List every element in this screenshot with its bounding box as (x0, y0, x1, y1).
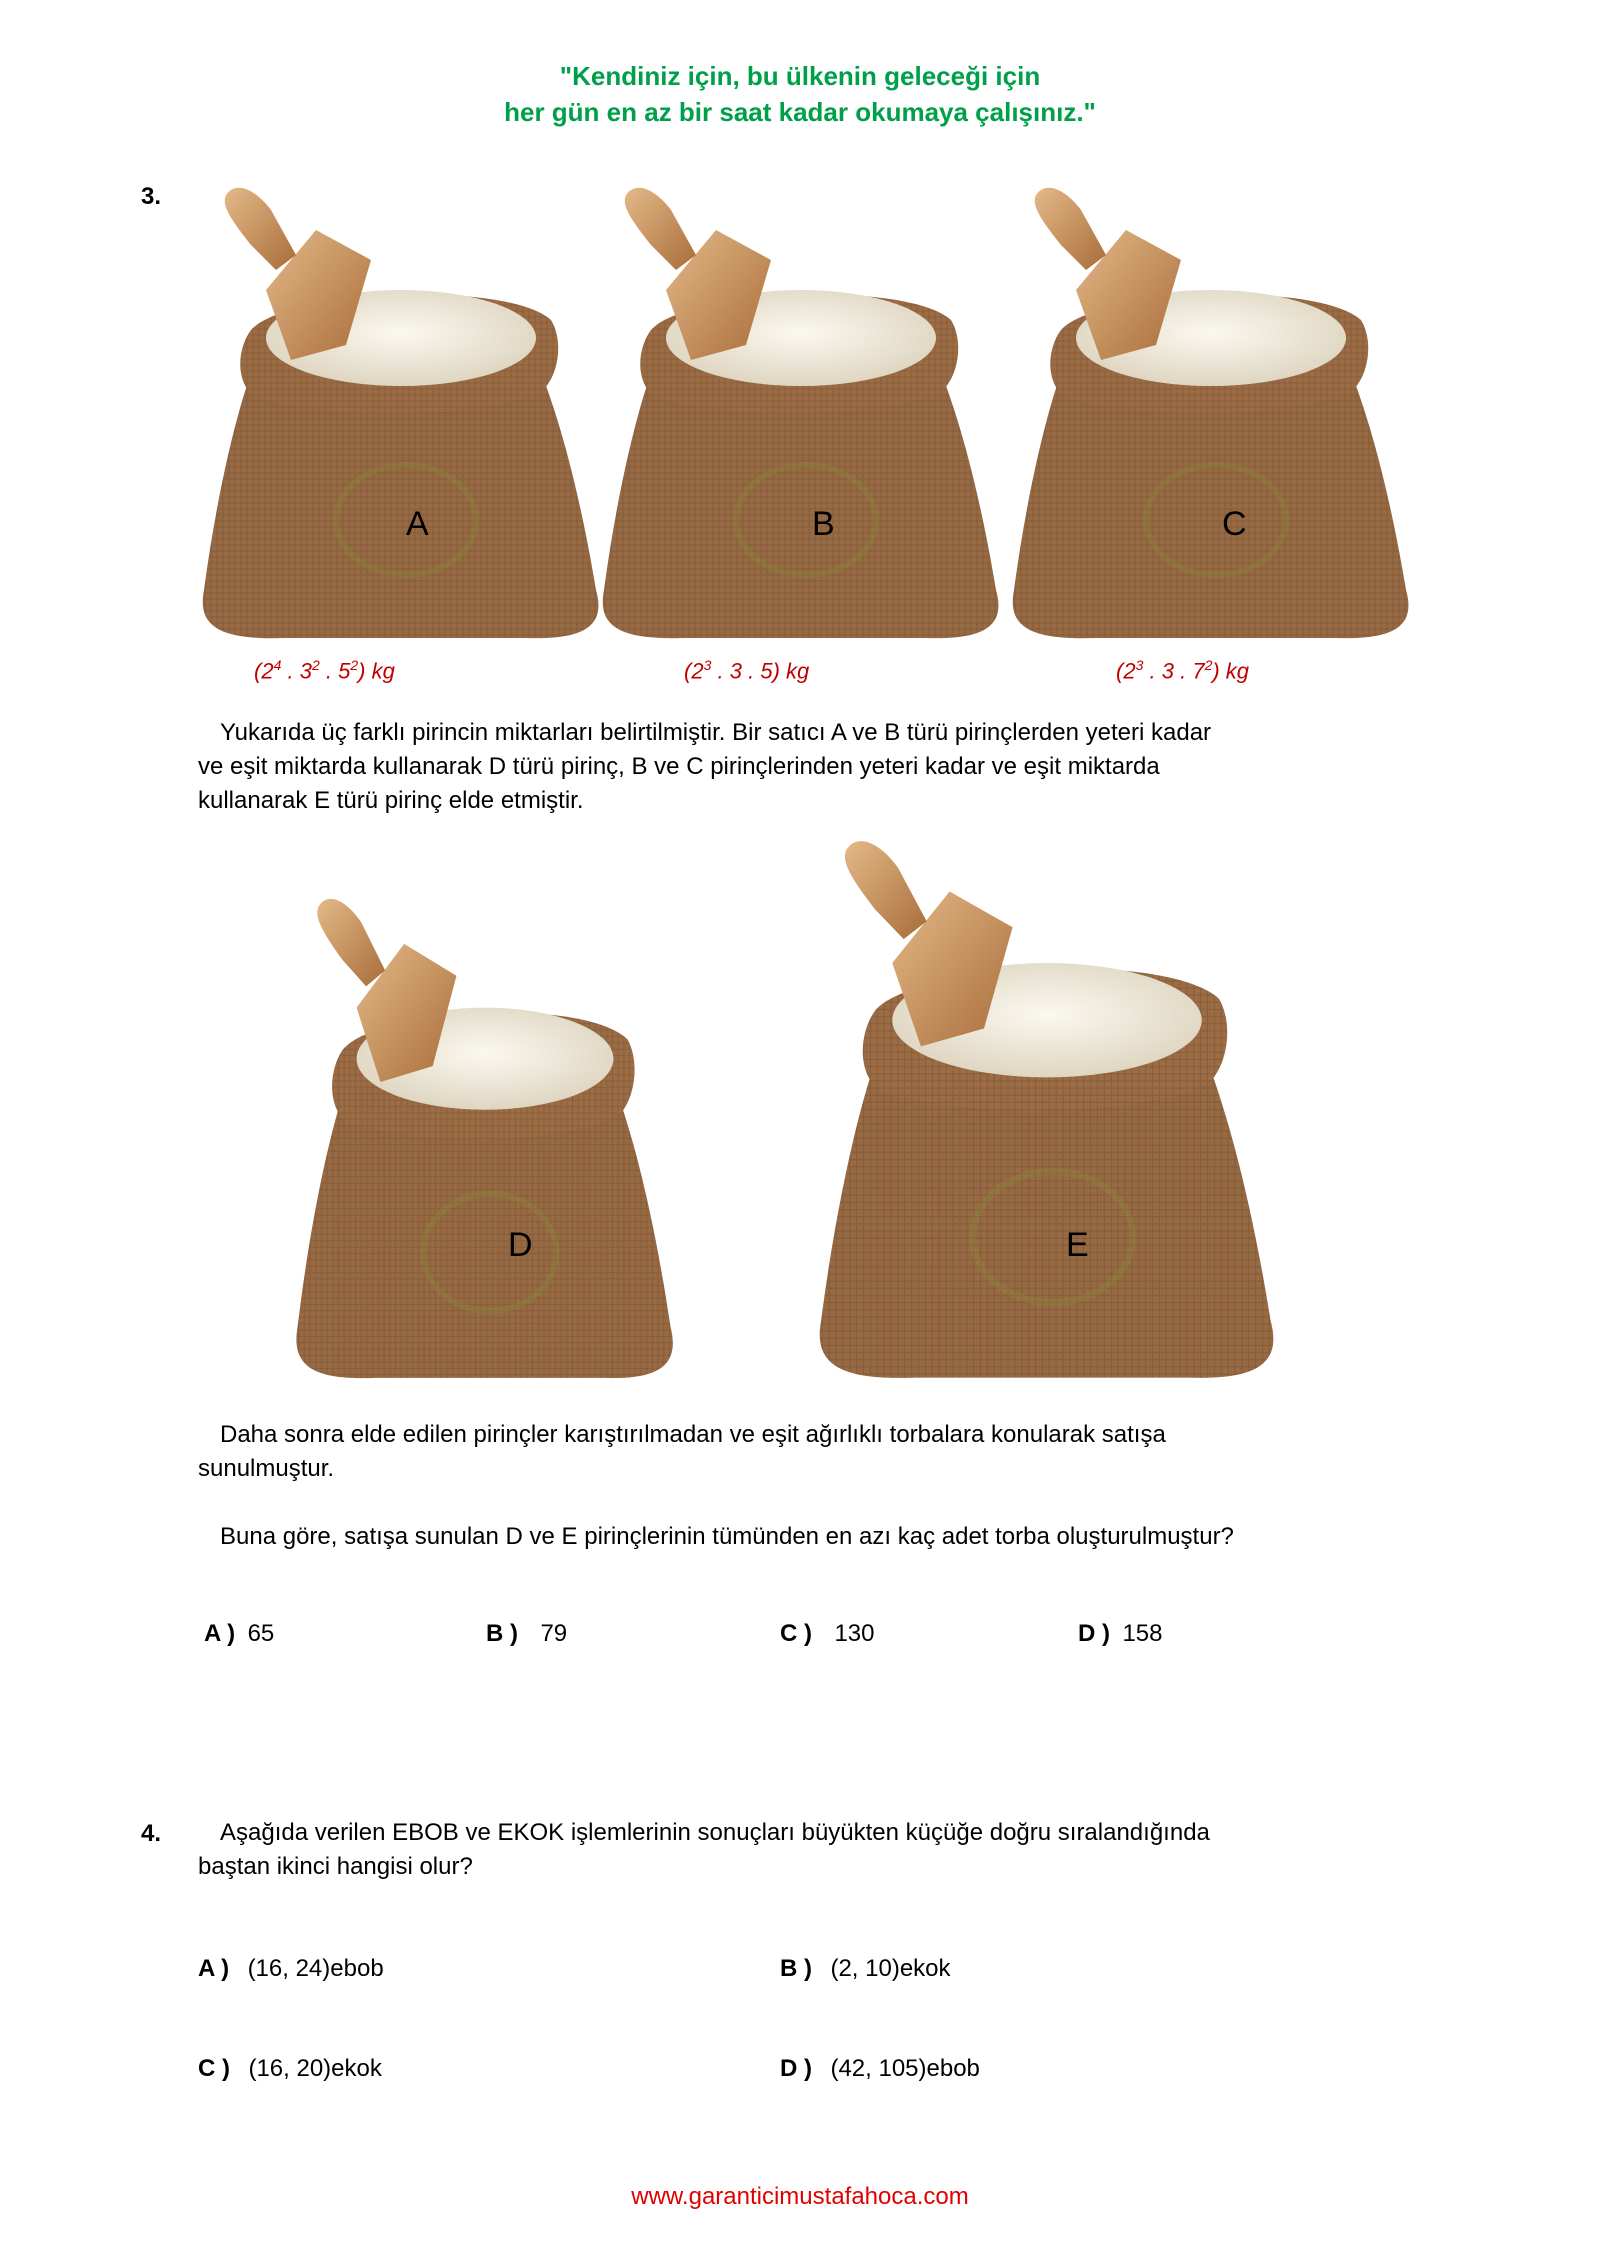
q4-option-b-letter: B ) (780, 1955, 812, 1982)
formula-a-exp3: 2 (350, 657, 359, 673)
formula-a-base2: 3 (299, 658, 312, 684)
formula-c-exp3: 2 (1204, 657, 1213, 673)
q3-paragraph-2-line-1: Daha sonra elde edilen pirinçler karıştırılmadan ve eşit ağırlıklı torbalara konularak satışa (220, 1421, 1166, 1448)
q3-option-b-value: 79 (540, 1620, 568, 1647)
q3-option-d[interactable] (1078, 1620, 1163, 1648)
q3-option-a-value: 65 (247, 1620, 275, 1647)
formula-b-base2: 3 (729, 658, 742, 684)
rice-sack-a (196, 170, 606, 640)
header-line-2: her gün en az bir saat kadar okumaya çalışınız." (504, 97, 1096, 127)
q4-option-c[interactable] (198, 2055, 382, 2083)
q4-option-c-value: (16, 20)ekok (248, 2055, 382, 2082)
q4-option-c-letter: C ) (198, 2055, 230, 2082)
formula-a-base3: 5 (338, 658, 351, 684)
q4-option-b-value: (2, 10)ekok (830, 1955, 951, 1982)
formula-c-base2: 3 (1161, 658, 1174, 684)
q4-text-line-1: Aşağıda verilen EBOB ve EKOK işlemlerinin sonuçları büyükten küçüğe doğru sıralandığında (220, 1819, 1210, 1846)
formula-b-base3: 5 (760, 658, 773, 684)
formula-a-exp1: 4 (273, 657, 282, 673)
q3-option-c[interactable] (780, 1620, 875, 1648)
q3-paragraph-1-line-1: Yukarıda üç farklı pirincin miktarları belirtilmiştir. Bir satıcı A ve B türü pirinçlerden yeteri kadar (220, 719, 1212, 746)
rice-sack-b (596, 170, 1006, 640)
sack-label-b: B (812, 505, 835, 543)
question-3-number: 3. (141, 183, 162, 210)
sack-label-e: E (1066, 1226, 1089, 1264)
q3-paragraph-1-line-3: kullanarak E türü pirinç elde etmiştir. (198, 787, 584, 814)
rice-sack-e (812, 820, 1282, 1380)
sack-label-a: A (406, 505, 429, 543)
q4-option-b[interactable] (780, 1955, 951, 1983)
sack-label-c: C (1222, 505, 1247, 543)
formula-c-base1: 2 (1123, 658, 1136, 684)
q3-paragraph-1-line-2: ve eşit miktarda kullanarak D türü pirinç, B ve C pirinçlerinden yeteri kadar ve eşit miktarda (198, 753, 1160, 780)
q3-paragraph-2 (198, 1418, 1378, 1486)
formula-a-exp2: 2 (311, 657, 320, 673)
q4-option-a-letter: A ) (198, 1955, 230, 1982)
rice-sack-d (290, 880, 680, 1380)
q3-option-a[interactable] (204, 1620, 274, 1648)
q4-option-d-value: (42, 105)ebob (830, 2055, 980, 2082)
q3-option-d-value: 158 (1122, 1620, 1163, 1647)
q3-option-c-letter: C ) (780, 1620, 812, 1647)
sack-label-d: D (508, 1226, 533, 1264)
formula-b-exp1: 3 (703, 657, 712, 673)
formula-b-base1: 2 (691, 658, 704, 684)
formula-c: ($2^3$ . 3 . $7^2$) kg (1116, 657, 1250, 684)
q4-option-d[interactable] (780, 2055, 980, 2083)
q4-text-line-2: baştan ikinci hangisi olur? (198, 1853, 473, 1880)
q3-option-d-letter: D ) (1078, 1620, 1110, 1647)
q3-paragraph-1 (198, 716, 1378, 818)
question-4-number: 4. (141, 1820, 162, 1847)
q3-option-c-value: 130 (834, 1620, 875, 1647)
formula-a: ($2^4$ . $3^2$ . $5^2$) kg (254, 657, 395, 684)
q3-option-b[interactable] (486, 1620, 567, 1648)
q4-option-d-letter: D ) (780, 2055, 812, 2082)
formula-b: ($2^3$ . 3 . 5) kg (684, 657, 810, 684)
q4-text (198, 1816, 1378, 1884)
q4-option-a[interactable] (198, 1955, 384, 1983)
q3-paragraph-2-line-2: sunulmuştur. (198, 1455, 335, 1482)
rice-sack-c (1006, 170, 1416, 640)
formula-a-base1: 2 (261, 658, 274, 684)
header-line-1: "Kendiniz için, bu ülkenin geleceği için (559, 61, 1041, 91)
footer-website-link[interactable]: www.garanticimustafahoca.com (631, 2183, 969, 2210)
formula-c-exp1: 3 (1135, 657, 1144, 673)
formula-c-base3: 7 (1192, 658, 1205, 684)
header-motto (0, 58, 1600, 130)
q3-question-text: Buna göre, satışa sunulan D ve E pirinçlerinin tümünden en azı kaç adet torba oluşturulmuştur? (220, 1523, 1234, 1550)
q4-option-a-value: (16, 24)ebob (247, 1955, 384, 1982)
q3-option-b-letter: B ) (486, 1620, 518, 1647)
q3-option-a-letter: A ) (204, 1620, 236, 1647)
